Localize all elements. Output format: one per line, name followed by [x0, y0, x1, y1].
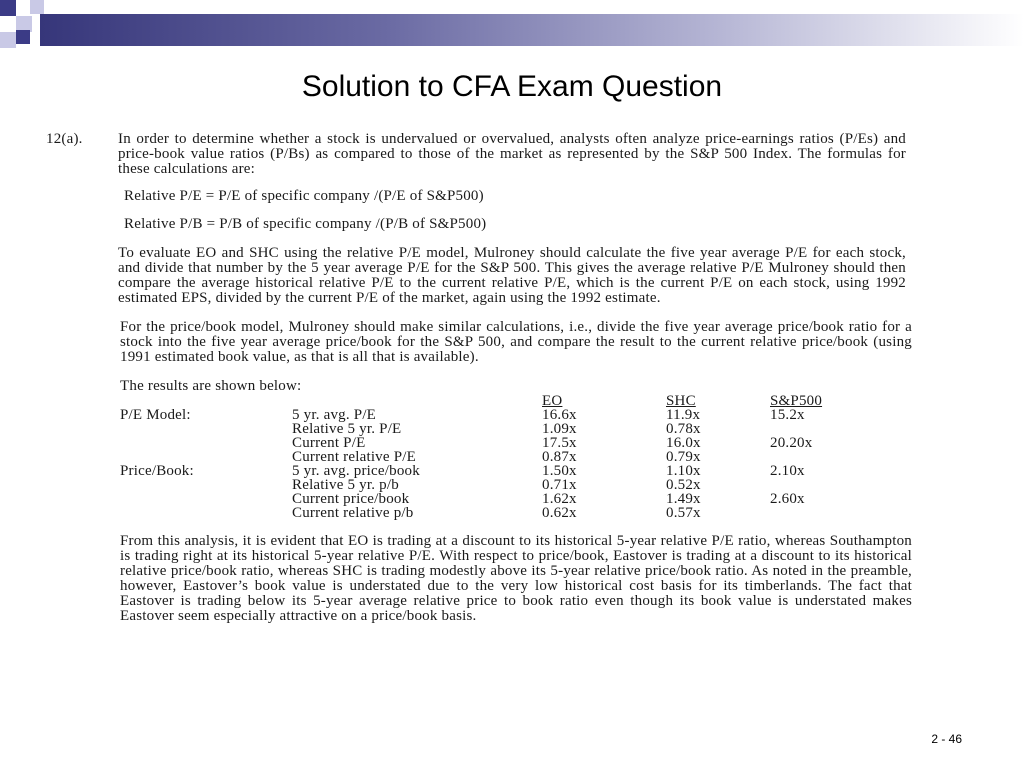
cell-shc: 0.79x [666, 449, 701, 465]
row-metric: Current P/E [292, 435, 366, 451]
intro-paragraph: In order to determine whether a stock is undervalued or overvalued, analysts often analyze price-earnings ratios (P/Es) and price-book value ratios (P/Bs) as compared to those of the market as represented by the S&P 500 Index. The formulas for these calculations are: [118, 131, 906, 177]
cell-shc: 0.57x [666, 505, 701, 521]
cell-eo: 17.5x [542, 435, 577, 451]
cell-shc: 1.10x [666, 463, 701, 479]
row-metric: Relative 5 yr. P/E [292, 421, 402, 437]
cell-eo: 1.09x [542, 421, 577, 437]
cell-eo: 0.71x [542, 477, 577, 493]
row-category [120, 450, 292, 464]
cell-eo: 1.50x [542, 463, 577, 479]
table-row [120, 408, 860, 422]
cell-eo: 1.62x [542, 491, 577, 507]
cell-shc: 11.9x [666, 407, 701, 423]
formula-relative-pe: Relative P/E = P/E of specific company /(P/E of S&P500) [124, 188, 484, 204]
row-category [120, 506, 292, 520]
row-category [120, 478, 292, 492]
table-row [120, 436, 860, 450]
column-header-eo: EO [542, 393, 563, 409]
row-metric: Current relative p/b [292, 505, 414, 521]
cell-shc: 0.52x [666, 477, 701, 493]
header-gradient-band [40, 14, 1024, 46]
table-row [120, 422, 860, 436]
cell-sp500: 2.10x [770, 463, 805, 479]
page-number: 2 - 46 [931, 732, 962, 746]
document-body [46, 132, 916, 624]
question-number: 12(a). [46, 131, 83, 147]
cell-sp500 [770, 506, 860, 520]
decorative-square [0, 32, 16, 48]
decorative-square [16, 30, 30, 44]
row-category: Price/Book: [120, 463, 194, 479]
cell-sp500: 2.60x [770, 491, 805, 507]
table-row [120, 450, 860, 464]
conclusion-paragraph: From this analysis, it is evident that EO is trading at a discount to its historical 5-year relative P/E ratio, whereas Southampton is trading right at its historical 5-year relative P/E. With respect to price/book, Eastover is trading at a discount to its historical relative price/book ratio, whereas SHC is trading modestly above its 5-year relative price/book ratio. As noted in the preamble, however, Eastover’s book value is understated due to the very low historical cost basis for its timberlands. The fact that Eastover is trading below its 5-year average relative price to book ratio even though its book value is understated makes Eastover seem especially attractive on a price/book basis. [120, 533, 912, 624]
cell-shc: 0.78x [666, 421, 701, 437]
row-metric: Relative 5 yr. p/b [292, 477, 399, 493]
cell-shc: 16.0x [666, 435, 701, 451]
cell-shc: 1.49x [666, 491, 701, 507]
cell-eo: 16.6x [542, 407, 577, 423]
table-row [120, 492, 860, 506]
cell-sp500 [770, 450, 860, 464]
results-intro: The results are shown below: [120, 378, 302, 394]
cell-eo: 0.87x [542, 449, 577, 465]
column-header-shc: SHC [666, 393, 696, 409]
table-row [120, 478, 860, 492]
cell-sp500: 15.2x [770, 407, 805, 423]
table-row [120, 464, 860, 478]
decorative-square [30, 0, 44, 14]
pe-model-paragraph: To evaluate EO and SHC using the relative P/E model, Mulroney should calculate the five year average P/E for each stock, and divide that number by the 5 year average P/E for the S&P 500. This gives the average relative P/E Mulroney should then compare the average historical relative P/E to the current relative P/E, which is the current P/E on each stock, using 1992 estimated EPS, divided by the current P/E of the market, again using the 1992 estimate. [118, 245, 906, 306]
formula-relative-pb: Relative P/B = P/B of specific company /(P/B of S&P500) [124, 216, 487, 232]
row-metric: 5 yr. avg. price/book [292, 463, 420, 479]
cell-sp500 [770, 422, 860, 436]
cell-sp500 [770, 478, 860, 492]
decorative-square [0, 0, 16, 16]
row-category [120, 422, 292, 436]
results-table [120, 394, 860, 520]
row-metric: 5 yr. avg. P/E [292, 407, 377, 423]
cell-sp500: 20.20x [770, 435, 813, 451]
cell-eo: 0.62x [542, 505, 577, 521]
row-category [120, 492, 292, 506]
row-category: P/E Model: [120, 407, 191, 423]
column-header-sp500: S&P500 [770, 393, 823, 409]
pb-model-paragraph: For the price/book model, Mulroney should make similar calculations, i.e., divide the five year average price/book ratio for a stock into the five year average price/book for the S&P 500, and compare the result to the current relative price/book (using 1991 estimated book value, as that is all that is available). [120, 319, 912, 365]
results-header-row [120, 394, 860, 408]
row-category [120, 436, 292, 450]
page-title: Solution to CFA Exam Question [301, 70, 723, 103]
table-row [120, 506, 860, 520]
row-metric: Current relative P/E [292, 449, 416, 465]
row-metric: Current price/book [292, 491, 410, 507]
